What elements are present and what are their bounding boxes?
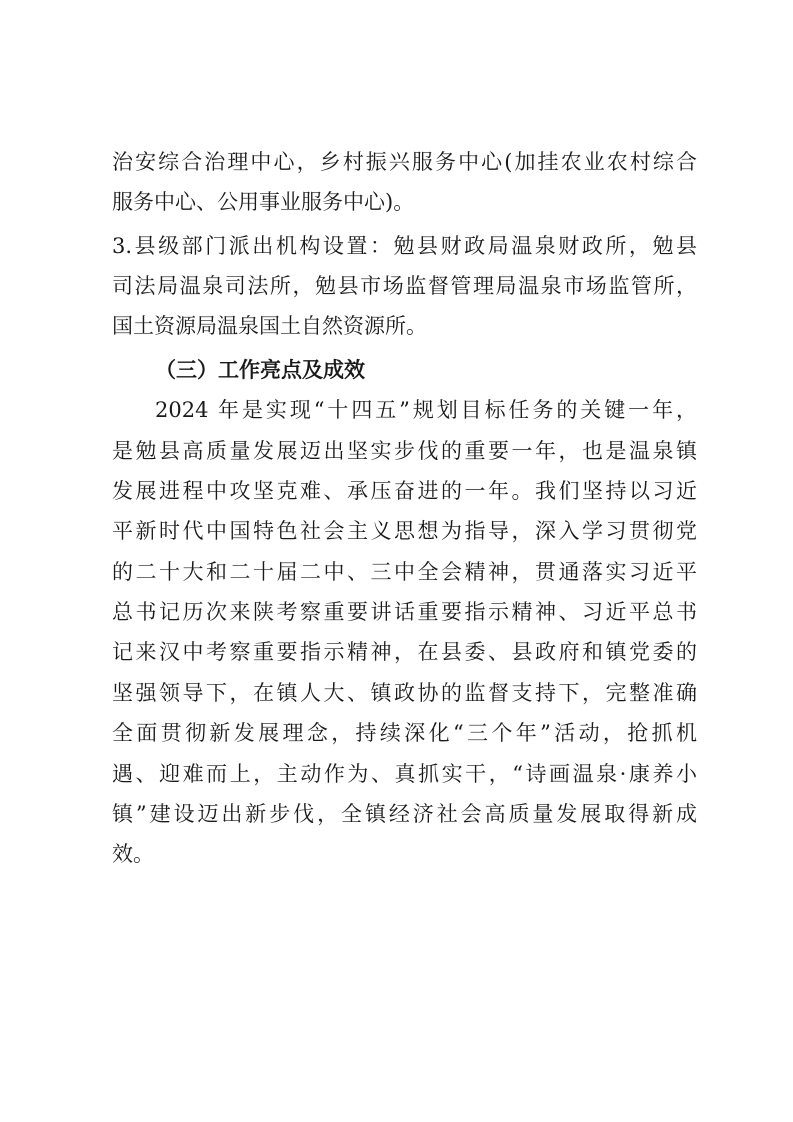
paragraph-line: 的二十大和二十届二中、三中全会精神，贯通落实习近平 (112, 560, 697, 584)
paragraph-line: 平新时代中国特色社会主义思想为指导，深入学习贯彻党 (112, 519, 697, 543)
paragraph-line: 服务中心、公用事业服务中心)。 (112, 190, 415, 214)
paragraph-line: 2024 年是实现“十四五”规划目标任务的关键一年， (155, 398, 697, 422)
paragraph-line: 效。 (112, 842, 154, 866)
paragraph-line: 遇、迎难而上，主动作为、真抓实干，“诗画温泉·康养小 (112, 762, 697, 786)
paragraph-line: 坚强领导下，在镇人大、镇政协的监督支持下，完整准确 (112, 681, 697, 705)
paragraph-line: 3.县级部门派出机构设置：勉县财政局温泉财政所，勉县 (112, 234, 697, 258)
paragraph-line: 治安综合治理中心，乡村振兴服务中心(加挂农业农村综合 (112, 150, 697, 174)
paragraph-line: 记来汉中考察重要指示精神，在县委、县政府和镇党委的 (112, 640, 697, 664)
paragraph-line: 镇”建设迈出新步伐，全镇经济社会高质量发展取得新成 (112, 802, 697, 826)
paragraph-line: 全面贯彻新发展理念，持续深化“三个年”活动，抢抓机 (112, 721, 697, 745)
section-heading: （三）工作亮点及成效 (155, 358, 365, 382)
paragraph-line: 国土资源局温泉国土自然资源所。 (112, 314, 427, 338)
paragraph-line: 司法局温泉司法所，勉县市场监督管理局温泉市场监管所， (112, 274, 697, 298)
paragraph-line: 总书记历次来陕考察重要讲话重要指示精神、习近平总书 (112, 600, 697, 624)
paragraph-line: 发展进程中攻坚克难、承压奋进的一年。我们坚持以习近 (112, 479, 697, 503)
paragraph-line: 是勉县高质量发展迈出坚实步伐的重要一年，也是温泉镇 (112, 439, 697, 463)
